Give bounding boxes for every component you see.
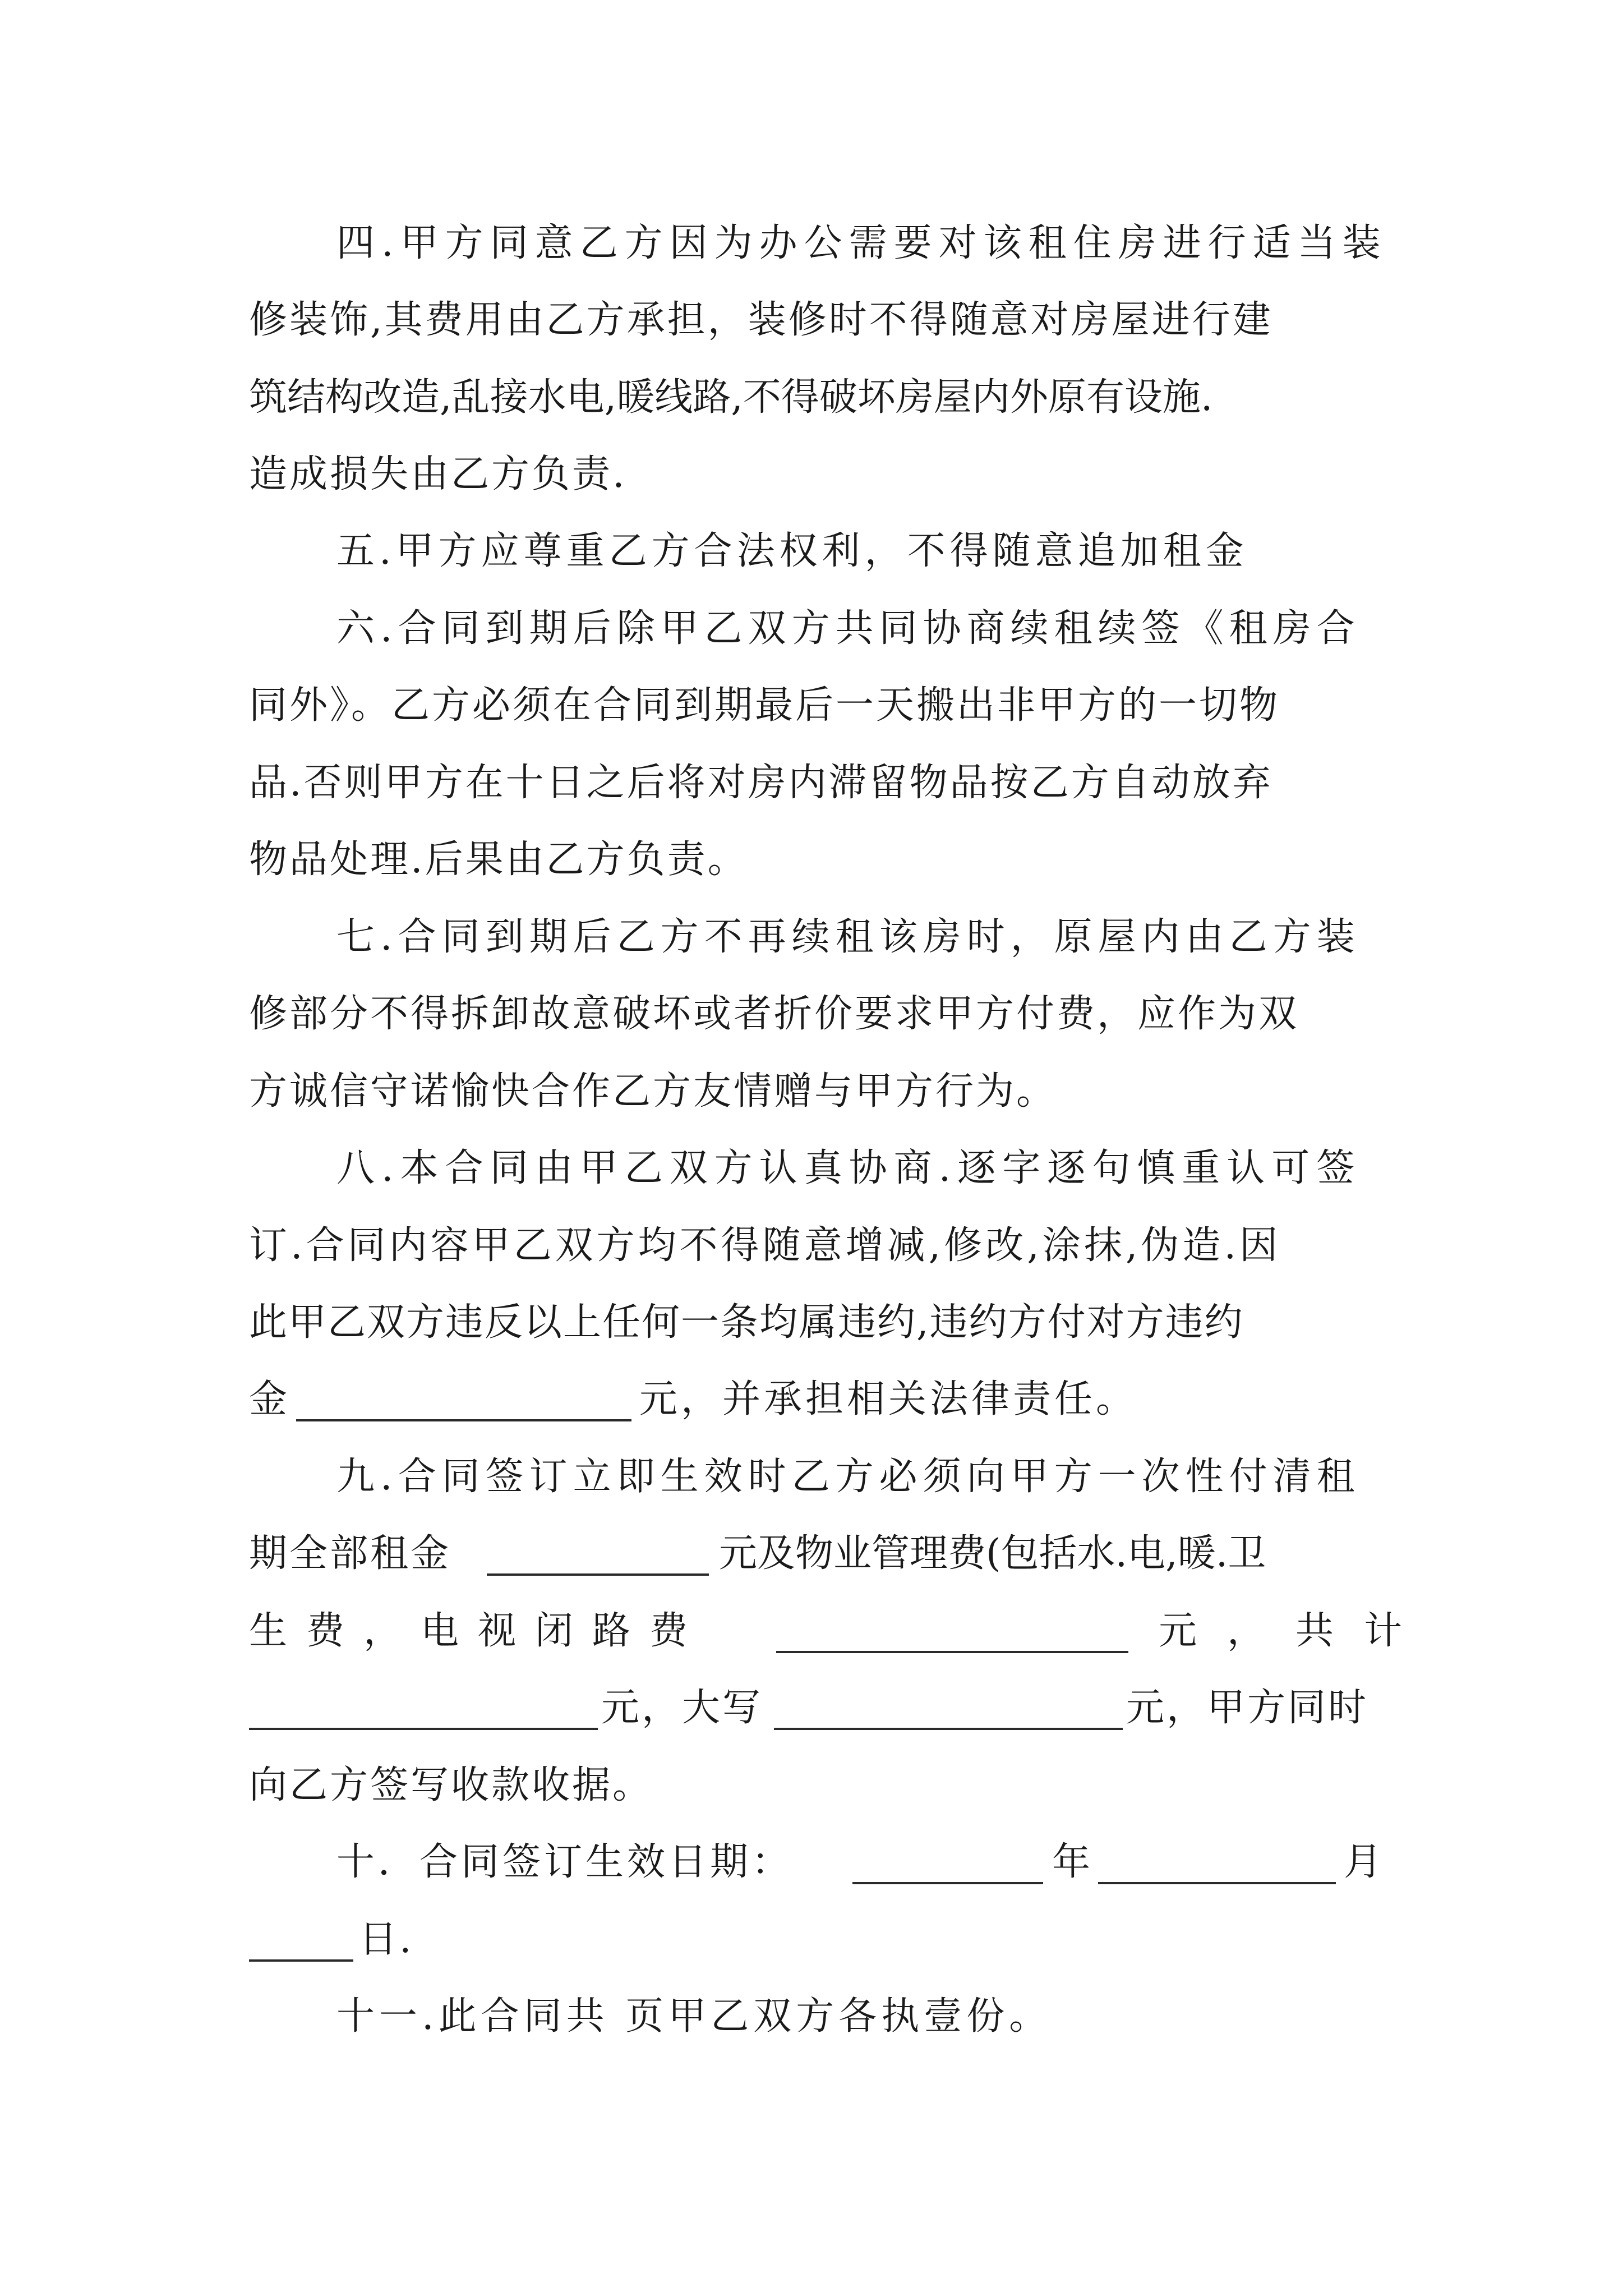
rent-amount-blank[interactable]	[487, 1573, 709, 1576]
text: 年	[1052, 1840, 1091, 1884]
effective-month-blank[interactable]	[1098, 1882, 1336, 1884]
text: 元及物业管理费(包括水.电,暖.卫	[719, 1531, 1266, 1576]
text: 十一.此合同共 页甲乙双方各执壹份。	[336, 1994, 1052, 2039]
text: 修装饰,其费用由乙方承担，装修时不得随意对房屋进行建	[249, 298, 1273, 342]
text: 日.	[359, 1917, 414, 1962]
clause-8-line-2	[0, 1207, 1623, 1285]
text: 五.甲方应尊重乙方合法权利，不得随意追加租金	[336, 529, 1248, 573]
text: 九.合同签订立即生效时乙方必须向甲方一次性付清租	[336, 1455, 1361, 1499]
text: 七.合同到期后乙方不再续租该房时，原屋内由乙方装	[336, 915, 1361, 959]
text: 期全部租金	[249, 1531, 451, 1576]
clause-9-line-5	[0, 1747, 1623, 1824]
text: 元，并承担相关法律责任。	[639, 1377, 1138, 1421]
penalty-amount-blank[interactable]	[296, 1419, 631, 1421]
clause-4-line-2	[0, 282, 1623, 359]
text: 造成损失由乙方负责.	[249, 452, 627, 496]
text: 十．合同签订生效日期：	[336, 1840, 794, 1884]
clause-6-line-3	[0, 744, 1623, 822]
text: 品.否则甲方在十日之后将对房内滞留物品按乙方自动放弃	[249, 761, 1273, 805]
text: 物品处理.后果由乙方负责。	[249, 838, 748, 882]
clause-11-line-1	[0, 1978, 1623, 2055]
clause-4-line-3	[0, 359, 1623, 436]
clause-4-line-4	[0, 436, 1623, 513]
text: 修部分不得拆卸故意破坏或者折价要求甲方付费，应作为双	[249, 992, 1299, 1036]
clause-7-line-3	[0, 1053, 1623, 1130]
clause-8-line-4	[0, 1361, 1623, 1438]
clause-9-line-1	[0, 1438, 1623, 1516]
clause-9-line-2	[0, 1515, 1623, 1593]
clause-10-line-1	[0, 1824, 1623, 1901]
tv-fee-blank[interactable]	[776, 1651, 1128, 1653]
text: 六.合同到期后除甲乙双方共同协商续租续签《租房合	[336, 606, 1361, 651]
clause-5-line-1	[0, 513, 1623, 590]
clause-8-line-3	[0, 1284, 1623, 1361]
effective-year-blank[interactable]	[852, 1882, 1043, 1884]
text: 月	[1344, 1840, 1382, 1884]
clause-4-line-1	[0, 205, 1623, 282]
text: 筑结构改造,乱接水电,暖线路,不得破坏房屋内外原有设施.	[249, 375, 1213, 420]
text: 八.本合同由甲乙双方认真协商.逐字逐句慎重认可签	[336, 1146, 1362, 1190]
total-amount-blank[interactable]	[249, 1728, 598, 1730]
text: 元，大写	[601, 1686, 763, 1730]
text: 此甲乙双方违反以上任何一条均属违约,违约方付对方违约	[249, 1300, 1244, 1345]
clause-6-line-4	[0, 821, 1623, 899]
clause-8-line-1	[0, 1130, 1623, 1207]
text: 生费，电视闭路费	[249, 1609, 707, 1653]
text: 金	[249, 1377, 288, 1421]
text: 元，共计	[1159, 1609, 1433, 1653]
amount-in-words-blank[interactable]	[774, 1728, 1123, 1730]
clause-9-line-3	[0, 1593, 1623, 1670]
text: 同外》。乙方必须在合同到期最后一天搬出非甲方的一切物	[249, 683, 1280, 728]
clause-6-line-2	[0, 667, 1623, 744]
text: 元，甲方同时	[1126, 1686, 1369, 1730]
clause-7-line-1	[0, 899, 1623, 976]
clause-7-line-2	[0, 976, 1623, 1053]
effective-day-blank[interactable]	[249, 1959, 353, 1962]
text: 四.甲方同意乙方因为办公需要对该租住房进行适当装	[336, 221, 1387, 265]
clause-9-line-4	[0, 1669, 1623, 1747]
text: 方诚信守诺愉快合作乙方友情赠与甲方行为。	[249, 1069, 1057, 1114]
text: 订.合同内容甲乙双方均不得随意增减,修改,涂抹,伪造.因	[249, 1223, 1281, 1268]
clause-10-line-2	[0, 1901, 1623, 1978]
clause-6-line-1	[0, 590, 1623, 668]
text: 向乙方签写收款收据。	[249, 1763, 653, 1807]
